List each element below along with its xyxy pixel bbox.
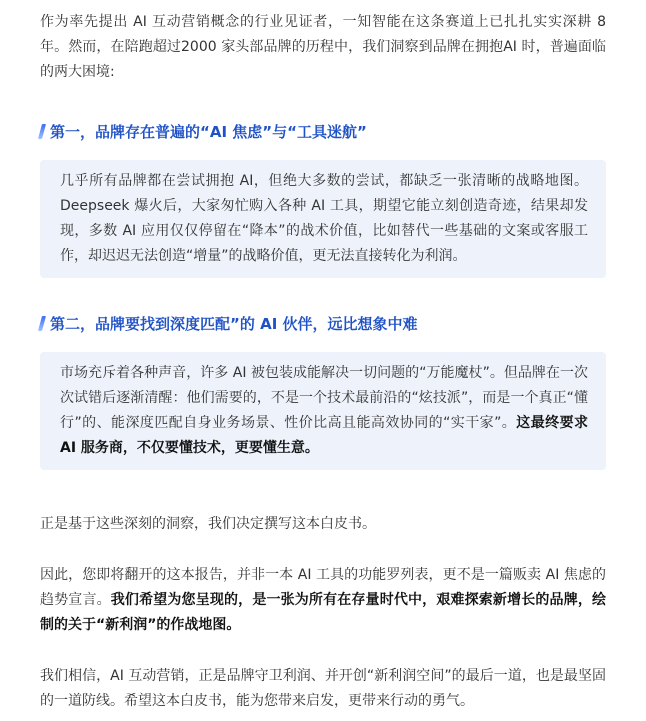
therefore-text: 因此，您即将翻开的这本报告，并非一本 AI 工具的功能罗列表，更不是一篇贩卖 AI 焦虑的趋势宣言。 <box>40 567 606 608</box>
section-2-heading <box>40 311 606 335</box>
section-1-heading <box>40 119 606 143</box>
section-2-body-bold: 这最终要求 AI 服务商，不仅要懂技术，更要懂生意。 <box>60 415 589 456</box>
section-1-callout <box>40 160 606 278</box>
section-2-heading-text: 第二，品牌要找到深度匹配”的 AI 伙伴，远比想象中难 <box>50 314 418 333</box>
therefore-bold: 我们希望为您呈现的，是一张为所有在存量时代中，艰难探索新增长的品牌，绘制的关于“新利润”的作战地图。 <box>40 592 607 633</box>
slanted-bar-icon <box>38 124 46 139</box>
belief-text: 我们相信，AI 互动营销，正是品牌守卫利润、并开创“新利润空间”的最后一道，也是最坚固的一道防线。希望这本白皮书，能为您带来启发，更带来行动的勇气。 <box>40 668 606 709</box>
document-page <box>40 10 606 714</box>
intro-text: 作为率先提出 AI 互动营销概念的行业见证者，一知智能在这条赛道上已扎扎实实深耕 8 年。然而，在陪跑超过2000 家头部品牌的历程中，我们洞察到品牌在拥抱AI 时，普遍面临的两大困境: <box>40 14 606 80</box>
decision-text: 正是基于这些深刻的洞察，我们决定撰写这本白皮书。 <box>40 516 376 532</box>
section-2-body-paragraph <box>60 361 588 461</box>
slanted-bar-icon <box>38 316 46 331</box>
therefore-paragraph <box>40 563 606 638</box>
section-2-callout <box>40 352 606 470</box>
section-1-heading-text: 第一，品牌存在普遍的“AI 焦虑”与“工具迷航” <box>50 122 367 141</box>
section-1-body: 几乎所有品牌都在尝试拥抱 AI，但绝大多数的尝试，都缺乏一张清晰的战略地图。Deepseek 爆火后，大家匆忙购入各种 AI 工具，期望它能立刻创造奇迹，结果却发现，多数 AI 应用仅仅停留在“降本”的战术价值，比如替代一些基础的文案或客服工作，却迟迟无法创造“增量”的战略价值，更无法直接转化为利润。 <box>60 173 588 264</box>
decision-paragraph <box>40 512 606 537</box>
belief-paragraph <box>40 664 606 714</box>
section-2-body: 市场充斥着各种声音，许多 AI 被包装成能解决一切问题的“万能魔杖”。但品牌在一次次试错后逐渐清醒：他们需要的，不是一个技术最前沿的“炫技派”，而是一个真正“懂行”的、能深度匹配自身业务场景、性价比高且能高效协同的“实干家”。 <box>60 365 588 431</box>
intro-paragraph <box>40 10 606 85</box>
